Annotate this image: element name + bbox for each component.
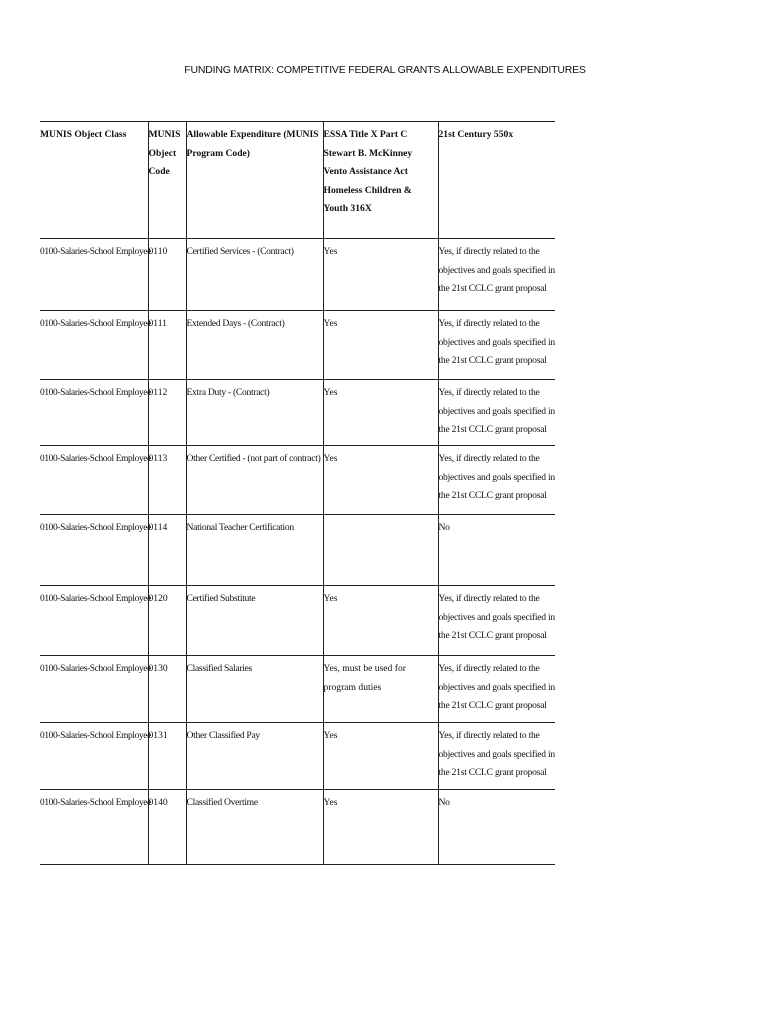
cell-cclc: Yes, if directly related to the objectives and goals specified in the 21st CCLC grant proposal — [438, 586, 555, 656]
cell-cclc: Yes, if directly related to the objectives and goals specified in the 21st CCLC grant proposal — [438, 656, 555, 723]
cell-expenditure: Other Certified - (not part of contract) — [186, 446, 323, 515]
cell-object-class: 0100-Salaries-School Employee — [40, 239, 148, 311]
cell-expenditure: Classified Salaries — [186, 656, 323, 723]
cell-object-code: 0111 — [148, 311, 186, 380]
cell-object-code: 0113 — [148, 446, 186, 515]
cell-essa: Yes — [323, 311, 438, 380]
cell-expenditure: Extended Days - (Contract) — [186, 311, 323, 380]
cell-expenditure: Classified Overtime — [186, 790, 323, 865]
cell-cclc: Yes, if directly related to the objectives and goals specified in the 21st CCLC grant proposal — [438, 723, 555, 790]
cell-object-code: 0130 — [148, 656, 186, 723]
cell-essa: Yes, must be used for program duties — [323, 656, 438, 723]
cell-object-class: 0100-Salaries-School Employee — [40, 586, 148, 656]
table-row — [40, 239, 555, 311]
cell-essa: Yes — [323, 790, 438, 865]
table-row — [40, 656, 555, 723]
cell-essa: Yes — [323, 586, 438, 656]
cell-essa — [323, 515, 438, 586]
cell-expenditure: Extra Duty - (Contract) — [186, 380, 323, 446]
cell-cclc: No — [438, 790, 555, 865]
header-object-class: MUNIS Object Class — [40, 122, 148, 239]
table-row — [40, 790, 555, 865]
cell-cclc: Yes, if directly related to the objectives and goals specified in the 21st CCLC grant proposal — [438, 239, 555, 311]
cell-object-class: 0100-Salaries-School Employee — [40, 723, 148, 790]
table-row — [40, 723, 555, 790]
cell-cclc: Yes, if directly related to the objectives and goals specified in the 21st CCLC grant proposal — [438, 311, 555, 380]
cell-object-code: 0110 — [148, 239, 186, 311]
cell-object-code: 0140 — [148, 790, 186, 865]
cell-cclc: Yes, if directly related to the objectives and goals specified in the 21st CCLC grant proposal — [438, 446, 555, 515]
cell-object-class: 0100-Salaries-School Employee — [40, 380, 148, 446]
cell-expenditure: Certified Substitute — [186, 586, 323, 656]
document-title: FUNDING MATRIX: COMPETITIVE FEDERAL GRANTS ALLOWABLE EXPENDITURES — [184, 64, 586, 76]
cell-essa: Yes — [323, 239, 438, 311]
cell-cclc: No — [438, 515, 555, 586]
cell-object-code: 0114 — [148, 515, 186, 586]
cell-essa: Yes — [323, 446, 438, 515]
cell-expenditure: National Teacher Certification — [186, 515, 323, 586]
table-row — [40, 515, 555, 586]
cell-expenditure: Other Classified Pay — [186, 723, 323, 790]
cell-essa: Yes — [323, 380, 438, 446]
cell-object-class: 0100-Salaries-School Employee — [40, 515, 148, 586]
cell-essa: Yes — [323, 723, 438, 790]
table-row — [40, 311, 555, 380]
funding-matrix-table — [40, 121, 555, 865]
table-header-row — [40, 122, 555, 239]
cell-expenditure: Certified Services - (Contract) — [186, 239, 323, 311]
header-object-code: MUNIS Object Code — [148, 122, 186, 239]
table-row — [40, 586, 555, 656]
cell-object-class: 0100-Salaries-School Employee — [40, 656, 148, 723]
header-essa-316x: ESSA Title X Part C Stewart B. McKinney Vento Assistance Act Homeless Children & Youth 316X — [323, 122, 438, 239]
cell-object-code: 0120 — [148, 586, 186, 656]
table-row — [40, 446, 555, 515]
cell-object-code: 0112 — [148, 380, 186, 446]
cell-object-class: 0100-Salaries-School Employee — [40, 790, 148, 865]
cell-object-class: 0100-Salaries-School Employee — [40, 446, 148, 515]
table-row — [40, 380, 555, 446]
header-allowable-expenditure: Allowable Expenditure (MUNIS Program Code) — [186, 122, 323, 239]
cell-object-code: 0131 — [148, 723, 186, 790]
cell-object-class: 0100-Salaries-School Employee — [40, 311, 148, 380]
header-21st-century-550x: 21st Century 550x — [438, 122, 555, 239]
cell-cclc: Yes, if directly related to the objectives and goals specified in the 21st CCLC grant proposal — [438, 380, 555, 446]
